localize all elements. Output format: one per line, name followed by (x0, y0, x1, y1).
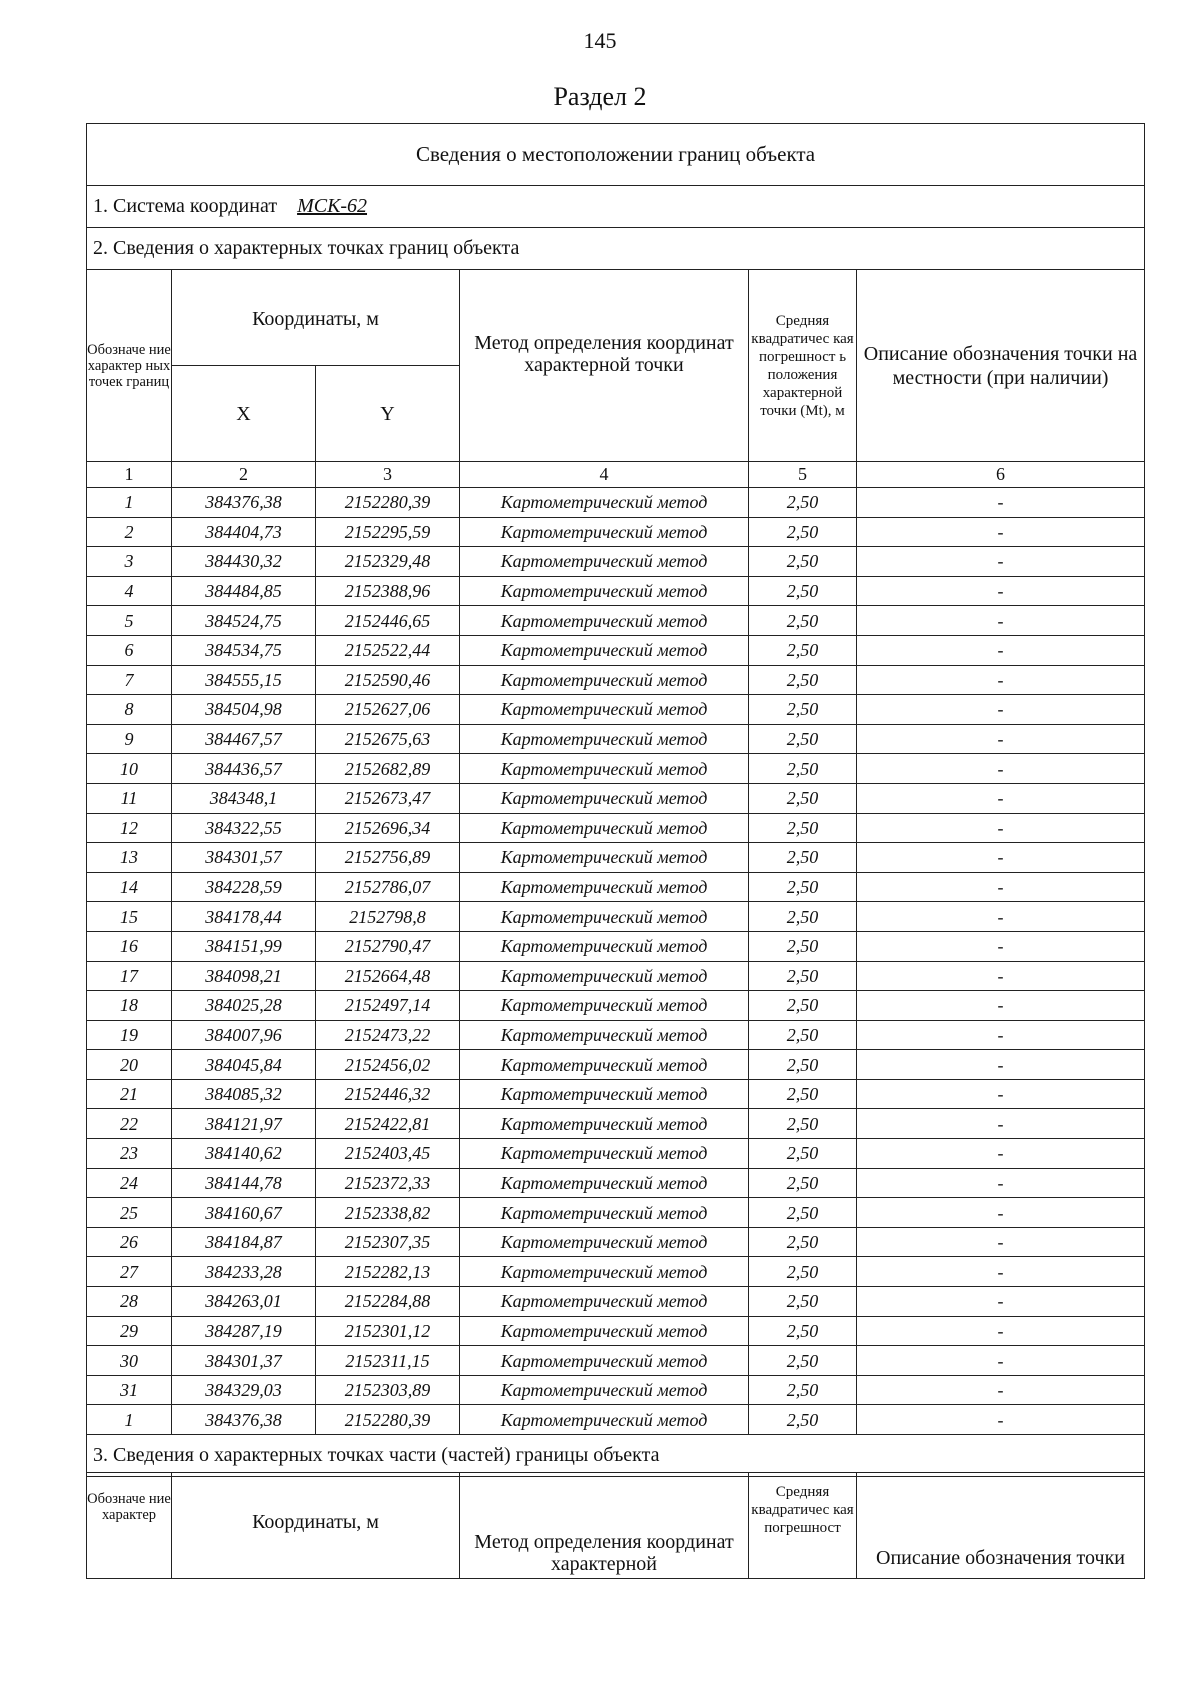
cell-desc: - (857, 517, 1145, 547)
cell-y: 2152673,47 (316, 783, 460, 813)
table-row (87, 724, 1145, 754)
cell-desc: - (857, 1316, 1145, 1346)
header-method: Метод определения координат характерной точки (460, 270, 749, 462)
cell-y: 2152522,44 (316, 635, 460, 665)
cell-desc: - (857, 488, 1145, 518)
cell-mt: 2,50 (749, 1198, 857, 1228)
column-number: 5 (749, 462, 857, 488)
table-row (87, 961, 1145, 991)
cell-x: 384376,38 (172, 488, 316, 518)
part-heading: 3. Сведения о характерных точках части (частей) границы объекта (87, 1435, 1145, 1477)
table-row (87, 1405, 1145, 1435)
cell-y: 2152627,06 (316, 695, 460, 725)
cell-method: Картометрический метод (460, 1405, 749, 1435)
cell-desc: - (857, 1109, 1145, 1139)
cell-method: Картометрический метод (460, 783, 749, 813)
cell-x: 384178,44 (172, 902, 316, 932)
cell-method: Картометрический метод (460, 1346, 749, 1376)
cell-mt: 2,50 (749, 576, 857, 606)
cell-n: 21 (87, 1079, 172, 1109)
cell-n: 23 (87, 1139, 172, 1169)
cell-mt: 2,50 (749, 1375, 857, 1405)
cell-n: 3 (87, 547, 172, 577)
cell-x: 384160,67 (172, 1198, 316, 1228)
cell-mt: 2,50 (749, 1020, 857, 1050)
table-row (87, 1109, 1145, 1139)
table-row (87, 813, 1145, 843)
cell-y: 2152388,96 (316, 576, 460, 606)
cell-y: 2152311,15 (316, 1346, 460, 1376)
cell-mt: 2,50 (749, 606, 857, 636)
cell-desc: - (857, 1227, 1145, 1257)
cell-desc: - (857, 1050, 1145, 1080)
cell-desc: - (857, 1346, 1145, 1376)
cell-desc: - (857, 665, 1145, 695)
cell-y: 2152282,13 (316, 1257, 460, 1287)
cell-desc: - (857, 931, 1145, 961)
table-row (87, 635, 1145, 665)
cell-method: Картометрический метод (460, 961, 749, 991)
cell-y: 2152497,14 (316, 991, 460, 1021)
table-row (87, 1079, 1145, 1109)
cell-n: 8 (87, 695, 172, 725)
table-row (87, 1168, 1145, 1198)
cell-x: 384144,78 (172, 1168, 316, 1198)
cell-desc: - (857, 754, 1145, 784)
cell-mt: 2,50 (749, 1109, 857, 1139)
table-row (87, 872, 1145, 902)
cell-desc: - (857, 961, 1145, 991)
cell-y: 2152786,07 (316, 872, 460, 902)
cell-n: 14 (87, 872, 172, 902)
cell-method: Картометрический метод (460, 1139, 749, 1169)
cell-y: 2152303,89 (316, 1375, 460, 1405)
cell-y: 2152372,33 (316, 1168, 460, 1198)
table-row (87, 1020, 1145, 1050)
column-number: 4 (460, 462, 749, 488)
cell-desc: - (857, 576, 1145, 606)
cell-n: 28 (87, 1287, 172, 1317)
cell-y: 2152280,39 (316, 1405, 460, 1435)
cell-desc: - (857, 606, 1145, 636)
cell-n: 27 (87, 1257, 172, 1287)
table-row (87, 1287, 1145, 1317)
cell-desc: - (857, 872, 1145, 902)
column-number: 2 (172, 462, 316, 488)
cell-method: Картометрический метод (460, 1050, 749, 1080)
cell-y: 2152696,34 (316, 813, 460, 843)
cell-mt: 2,50 (749, 724, 857, 754)
cell-desc: - (857, 695, 1145, 725)
cell-x: 384376,38 (172, 1405, 316, 1435)
part-boundary-table (86, 1472, 1145, 1579)
cell-mt: 2,50 (749, 547, 857, 577)
cell-x: 384184,87 (172, 1227, 316, 1257)
cell-mt: 2,50 (749, 961, 857, 991)
cell-x: 384524,75 (172, 606, 316, 636)
header-x: X (172, 366, 316, 462)
cell-desc: - (857, 1257, 1145, 1287)
cell-y: 2152664,48 (316, 961, 460, 991)
table-row (87, 547, 1145, 577)
cell-method: Картометрический метод (460, 576, 749, 606)
cell-desc: - (857, 1375, 1145, 1405)
cell-x: 384534,75 (172, 635, 316, 665)
cell-mt: 2,50 (749, 991, 857, 1021)
table-row (87, 1198, 1145, 1228)
cell-x: 384348,1 (172, 783, 316, 813)
table-row (87, 843, 1145, 873)
coord-system-line (87, 186, 1145, 228)
cell-method: Картометрический метод (460, 872, 749, 902)
header-description: Описание обозначения точки на местности (при наличии) (857, 270, 1145, 462)
boundary-table (86, 123, 1145, 1477)
cell-n: 5 (87, 606, 172, 636)
cell-method: Картометрический метод (460, 843, 749, 873)
cell-method: Картометрический метод (460, 1227, 749, 1257)
lower-header-error: Средняя квадратичес кая погрешност (749, 1473, 857, 1579)
cell-y: 2152446,65 (316, 606, 460, 636)
cell-method: Картометрический метод (460, 1109, 749, 1139)
cell-mt: 2,50 (749, 635, 857, 665)
cell-y: 2152338,82 (316, 1198, 460, 1228)
cell-mt: 2,50 (749, 1287, 857, 1317)
table-row (87, 754, 1145, 784)
cell-desc: - (857, 1168, 1145, 1198)
cell-mt: 2,50 (749, 1257, 857, 1287)
table-row (87, 517, 1145, 547)
cell-method: Картометрический метод (460, 635, 749, 665)
lower-header-description: Описание обозначения точки (857, 1473, 1145, 1579)
table-row (87, 695, 1145, 725)
cell-desc: - (857, 991, 1145, 1021)
cell-x: 384045,84 (172, 1050, 316, 1080)
cell-method: Картометрический метод (460, 902, 749, 932)
cell-y: 2152329,48 (316, 547, 460, 577)
cell-y: 2152295,59 (316, 517, 460, 547)
header-designation: Обозначе ние характер ных точек границ (87, 270, 172, 462)
cell-desc: - (857, 1079, 1145, 1109)
cell-n: 15 (87, 902, 172, 932)
cell-n: 30 (87, 1346, 172, 1376)
cell-method: Картометрический метод (460, 1198, 749, 1228)
cell-mt: 2,50 (749, 1346, 857, 1376)
cell-n: 7 (87, 665, 172, 695)
table-row (87, 931, 1145, 961)
section-title: Раздел 2 (553, 82, 647, 111)
cell-y: 2152403,45 (316, 1139, 460, 1169)
cell-n: 13 (87, 843, 172, 873)
column-numbers-row (87, 462, 1145, 488)
lower-header-designation: Обозначе ние характер (87, 1473, 172, 1579)
cell-desc: - (857, 902, 1145, 932)
cell-desc: - (857, 635, 1145, 665)
cell-method: Картометрический метод (460, 488, 749, 518)
cell-x: 384484,85 (172, 576, 316, 606)
cell-method: Картометрический метод (460, 1257, 749, 1287)
cell-y: 2152446,32 (316, 1079, 460, 1109)
cell-y: 2152675,63 (316, 724, 460, 754)
cell-mt: 2,50 (749, 517, 857, 547)
cell-n: 24 (87, 1168, 172, 1198)
header-error: Средняя квадратичес кая погрешност ь положения характерной точки (Mt), м (749, 270, 857, 462)
cell-x: 384228,59 (172, 872, 316, 902)
cell-n: 25 (87, 1198, 172, 1228)
cell-method: Картометрический метод (460, 931, 749, 961)
column-number: 3 (316, 462, 460, 488)
cell-y: 2152798,8 (316, 902, 460, 932)
cell-x: 384329,03 (172, 1375, 316, 1405)
cell-desc: - (857, 1405, 1145, 1435)
cell-n: 18 (87, 991, 172, 1021)
cell-x: 384436,57 (172, 754, 316, 784)
cell-x: 384121,97 (172, 1109, 316, 1139)
cell-x: 384287,19 (172, 1316, 316, 1346)
table-row (87, 665, 1145, 695)
table-row (87, 488, 1145, 518)
header-y: Y (316, 366, 460, 462)
cell-x: 384085,32 (172, 1079, 316, 1109)
cell-mt: 2,50 (749, 843, 857, 873)
cell-method: Картометрический метод (460, 1168, 749, 1198)
cell-x: 384007,96 (172, 1020, 316, 1050)
cell-mt: 2,50 (749, 695, 857, 725)
cell-n: 1 (87, 488, 172, 518)
column-number: 1 (87, 462, 172, 488)
cell-y: 2152280,39 (316, 488, 460, 518)
cell-y: 2152307,35 (316, 1227, 460, 1257)
cell-desc: - (857, 783, 1145, 813)
cell-y: 2152590,46 (316, 665, 460, 695)
table-row (87, 902, 1145, 932)
cell-y: 2152473,22 (316, 1020, 460, 1050)
cell-mt: 2,50 (749, 813, 857, 843)
cell-y: 2152456,02 (316, 1050, 460, 1080)
cell-mt: 2,50 (749, 872, 857, 902)
cell-mt: 2,50 (749, 488, 857, 518)
cell-method: Картометрический метод (460, 813, 749, 843)
cell-method: Картометрический метод (460, 754, 749, 784)
cell-x: 384301,37 (172, 1346, 316, 1376)
lower-header-coordinates: Координаты, м (172, 1473, 460, 1579)
cell-x: 384151,99 (172, 931, 316, 961)
cell-mt: 2,50 (749, 754, 857, 784)
cell-desc: - (857, 843, 1145, 873)
cell-mt: 2,50 (749, 1050, 857, 1080)
cell-mt: 2,50 (749, 665, 857, 695)
coord-system-value: МСК-62 (297, 195, 368, 217)
cell-method: Картометрический метод (460, 724, 749, 754)
table-row (87, 1375, 1145, 1405)
cell-n: 20 (87, 1050, 172, 1080)
table-row (87, 1227, 1145, 1257)
table-row (87, 1139, 1145, 1169)
cell-method: Картометрический метод (460, 1020, 749, 1050)
cell-method: Картометрический метод (460, 517, 749, 547)
cell-n: 11 (87, 783, 172, 813)
table-row (87, 1346, 1145, 1376)
page-number: 145 (583, 28, 617, 53)
cell-x: 384098,21 (172, 961, 316, 991)
cell-desc: - (857, 724, 1145, 754)
cell-y: 2152682,89 (316, 754, 460, 784)
cell-mt: 2,50 (749, 1227, 857, 1257)
table-row (87, 783, 1145, 813)
cell-n: 4 (87, 576, 172, 606)
cell-n: 17 (87, 961, 172, 991)
cell-mt: 2,50 (749, 1316, 857, 1346)
cell-y: 2152756,89 (316, 843, 460, 873)
cell-method: Картометрический метод (460, 991, 749, 1021)
cell-method: Картометрический метод (460, 695, 749, 725)
table-row (87, 1257, 1145, 1287)
cell-x: 384322,55 (172, 813, 316, 843)
cell-y: 2152301,12 (316, 1316, 460, 1346)
cell-x: 384263,01 (172, 1287, 316, 1317)
table-row (87, 991, 1145, 1021)
cell-y: 2152790,47 (316, 931, 460, 961)
cell-n: 26 (87, 1227, 172, 1257)
cell-desc: - (857, 1139, 1145, 1169)
cell-x: 384233,28 (172, 1257, 316, 1287)
cell-mt: 2,50 (749, 783, 857, 813)
cell-n: 10 (87, 754, 172, 784)
cell-n: 2 (87, 517, 172, 547)
cell-n: 12 (87, 813, 172, 843)
column-number: 6 (857, 462, 1145, 488)
table-title: Сведения о местоположении границ объекта (87, 124, 1145, 186)
table-row (87, 1316, 1145, 1346)
table-row (87, 576, 1145, 606)
table-row (87, 1050, 1145, 1080)
cell-desc: - (857, 547, 1145, 577)
cell-n: 1 (87, 1405, 172, 1435)
coord-system-label: 1. Система координат (93, 195, 278, 217)
cell-method: Картометрический метод (460, 665, 749, 695)
cell-mt: 2,50 (749, 1405, 857, 1435)
cell-n: 31 (87, 1375, 172, 1405)
cell-method: Картометрический метод (460, 547, 749, 577)
cell-n: 29 (87, 1316, 172, 1346)
cell-method: Картометрический метод (460, 1287, 749, 1317)
cell-mt: 2,50 (749, 902, 857, 932)
points-heading: 2. Сведения о характерных точках границ объекта (87, 228, 1145, 270)
table-row (87, 606, 1145, 636)
cell-desc: - (857, 813, 1145, 843)
cell-n: 6 (87, 635, 172, 665)
cell-x: 384555,15 (172, 665, 316, 695)
cell-desc: - (857, 1287, 1145, 1317)
cell-x: 384504,98 (172, 695, 316, 725)
cell-mt: 2,50 (749, 1139, 857, 1169)
cell-method: Картометрический метод (460, 1079, 749, 1109)
cell-mt: 2,50 (749, 931, 857, 961)
cell-desc: - (857, 1198, 1145, 1228)
cell-desc: - (857, 1020, 1145, 1050)
cell-x: 384404,73 (172, 517, 316, 547)
cell-y: 2152284,88 (316, 1287, 460, 1317)
cell-n: 9 (87, 724, 172, 754)
cell-x: 384025,28 (172, 991, 316, 1021)
cell-mt: 2,50 (749, 1168, 857, 1198)
cell-x: 384467,57 (172, 724, 316, 754)
cell-n: 16 (87, 931, 172, 961)
cell-method: Картометрический метод (460, 1316, 749, 1346)
cell-n: 22 (87, 1109, 172, 1139)
cell-y: 2152422,81 (316, 1109, 460, 1139)
cell-x: 384140,62 (172, 1139, 316, 1169)
cell-method: Картометрический метод (460, 606, 749, 636)
header-coordinates: Координаты, м (172, 270, 460, 366)
cell-method: Картометрический метод (460, 1375, 749, 1405)
lower-header-method: Метод определения координат характерной (460, 1473, 749, 1579)
cell-n: 19 (87, 1020, 172, 1050)
cell-x: 384301,57 (172, 843, 316, 873)
cell-mt: 2,50 (749, 1079, 857, 1109)
cell-x: 384430,32 (172, 547, 316, 577)
